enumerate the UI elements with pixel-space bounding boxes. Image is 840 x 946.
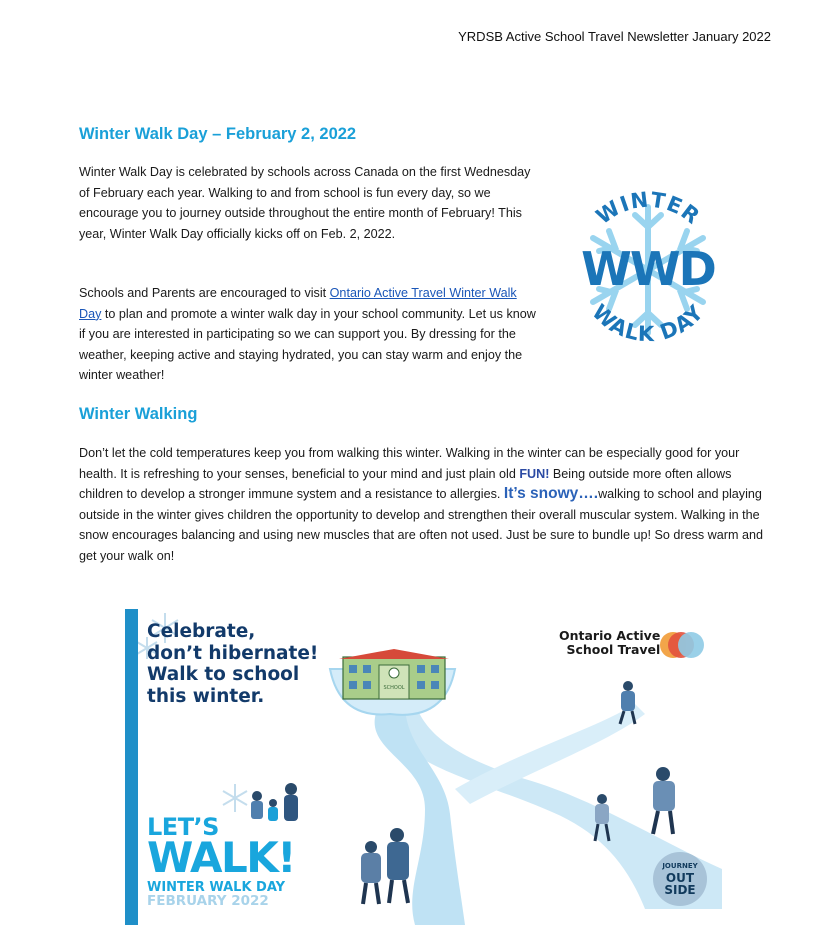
section-title-winter-walk-day: Winter Walk Day – February 2, 2022 xyxy=(79,125,357,143)
journey-outside-badge xyxy=(653,852,707,906)
newsletter-header: YRDSB Active School Travel Newsletter January 2022 xyxy=(458,29,771,44)
lets-walk-wordmark xyxy=(147,815,295,909)
poster-headline: Celebrate, don’t hibernate! Walk to school this winter. xyxy=(147,621,319,707)
logo-top-text: WINTER xyxy=(591,187,705,230)
ontario-winter-walk-day-link[interactable]: Ontario Active Travel Winter Walk Day xyxy=(79,286,517,321)
school-sign: SCHOOL xyxy=(383,685,405,691)
brand-line-1: Ontario Active xyxy=(559,628,661,643)
event-name: WINTER WALK DAY xyxy=(147,880,286,895)
fun-emphasis: FUN! xyxy=(519,466,550,481)
event-month: FEBRUARY 2022 xyxy=(147,893,269,909)
visit-text-start: Schools and Parents are encouraged to visit xyxy=(79,286,330,300)
lets-walk-poster xyxy=(125,609,722,925)
badge-out: OUT xyxy=(665,871,695,885)
lets-text: LET’S xyxy=(147,813,219,841)
winter-walking-text-c: walking to school and playing outside in the winter gives children the opportunity to develop and strengthen their overall muscular system. Walking in the snow encourages balancing and using new muscles that are often not used. Just be sure to bundle up! So dress warm and get your walk on! xyxy=(79,487,763,563)
logo-bottom-text: WALK DAY xyxy=(587,299,709,347)
visit-paragraph xyxy=(79,283,539,386)
clock-icon xyxy=(389,668,399,678)
school-roof xyxy=(339,649,449,659)
winter-walking-text-b: Being outside more often allows children to develop a stronger immune system and a resistance to allergies. xyxy=(79,466,732,502)
snowflake-icon xyxy=(223,784,247,812)
intro-paragraph: Winter Walk Day is celebrated by schools across Canada on the first Wednesday of February each year. Walking to and from school is fun every day, so we encourage you to journey outside throughout the entire month of February! This year, Winter Walk Day officially kicks off on Feb. 2, 2022. xyxy=(79,165,531,241)
parent-and-child-figures xyxy=(361,828,409,904)
visit-text-end: to plan and promote a winter walk day in your school community. Let us know if you are interested in participating so we can support you. By dressing for the weather, keeping active and staying hydrated, you can stay warm and enjoy the winter weather! xyxy=(79,306,536,383)
poster-side-bar xyxy=(125,609,138,925)
ontario-active-school-travel-logo-icon xyxy=(660,632,704,658)
section-title-winter-walking: Winter Walking xyxy=(79,405,198,423)
winter-walk-day-logo xyxy=(563,185,733,355)
winter-walking-text-a: Don’t let the cold temperatures keep you from walking this winter. Walking in the winter can be especially good for your health. It is refreshing to your senses, beneficial to your mind and just plain old xyxy=(79,446,740,481)
winter-walking-paragraph xyxy=(79,443,769,567)
poster-brand-name xyxy=(559,629,660,657)
snowy-emphasis: It’s snowy…. xyxy=(503,485,599,503)
walk-text: WALK! xyxy=(147,833,295,882)
badge-side: SIDE xyxy=(664,883,696,897)
badge-journey: JOURNEY xyxy=(662,862,698,870)
logo-mid-text: WWD xyxy=(581,242,715,296)
brand-line-2: School Travel xyxy=(566,642,661,657)
